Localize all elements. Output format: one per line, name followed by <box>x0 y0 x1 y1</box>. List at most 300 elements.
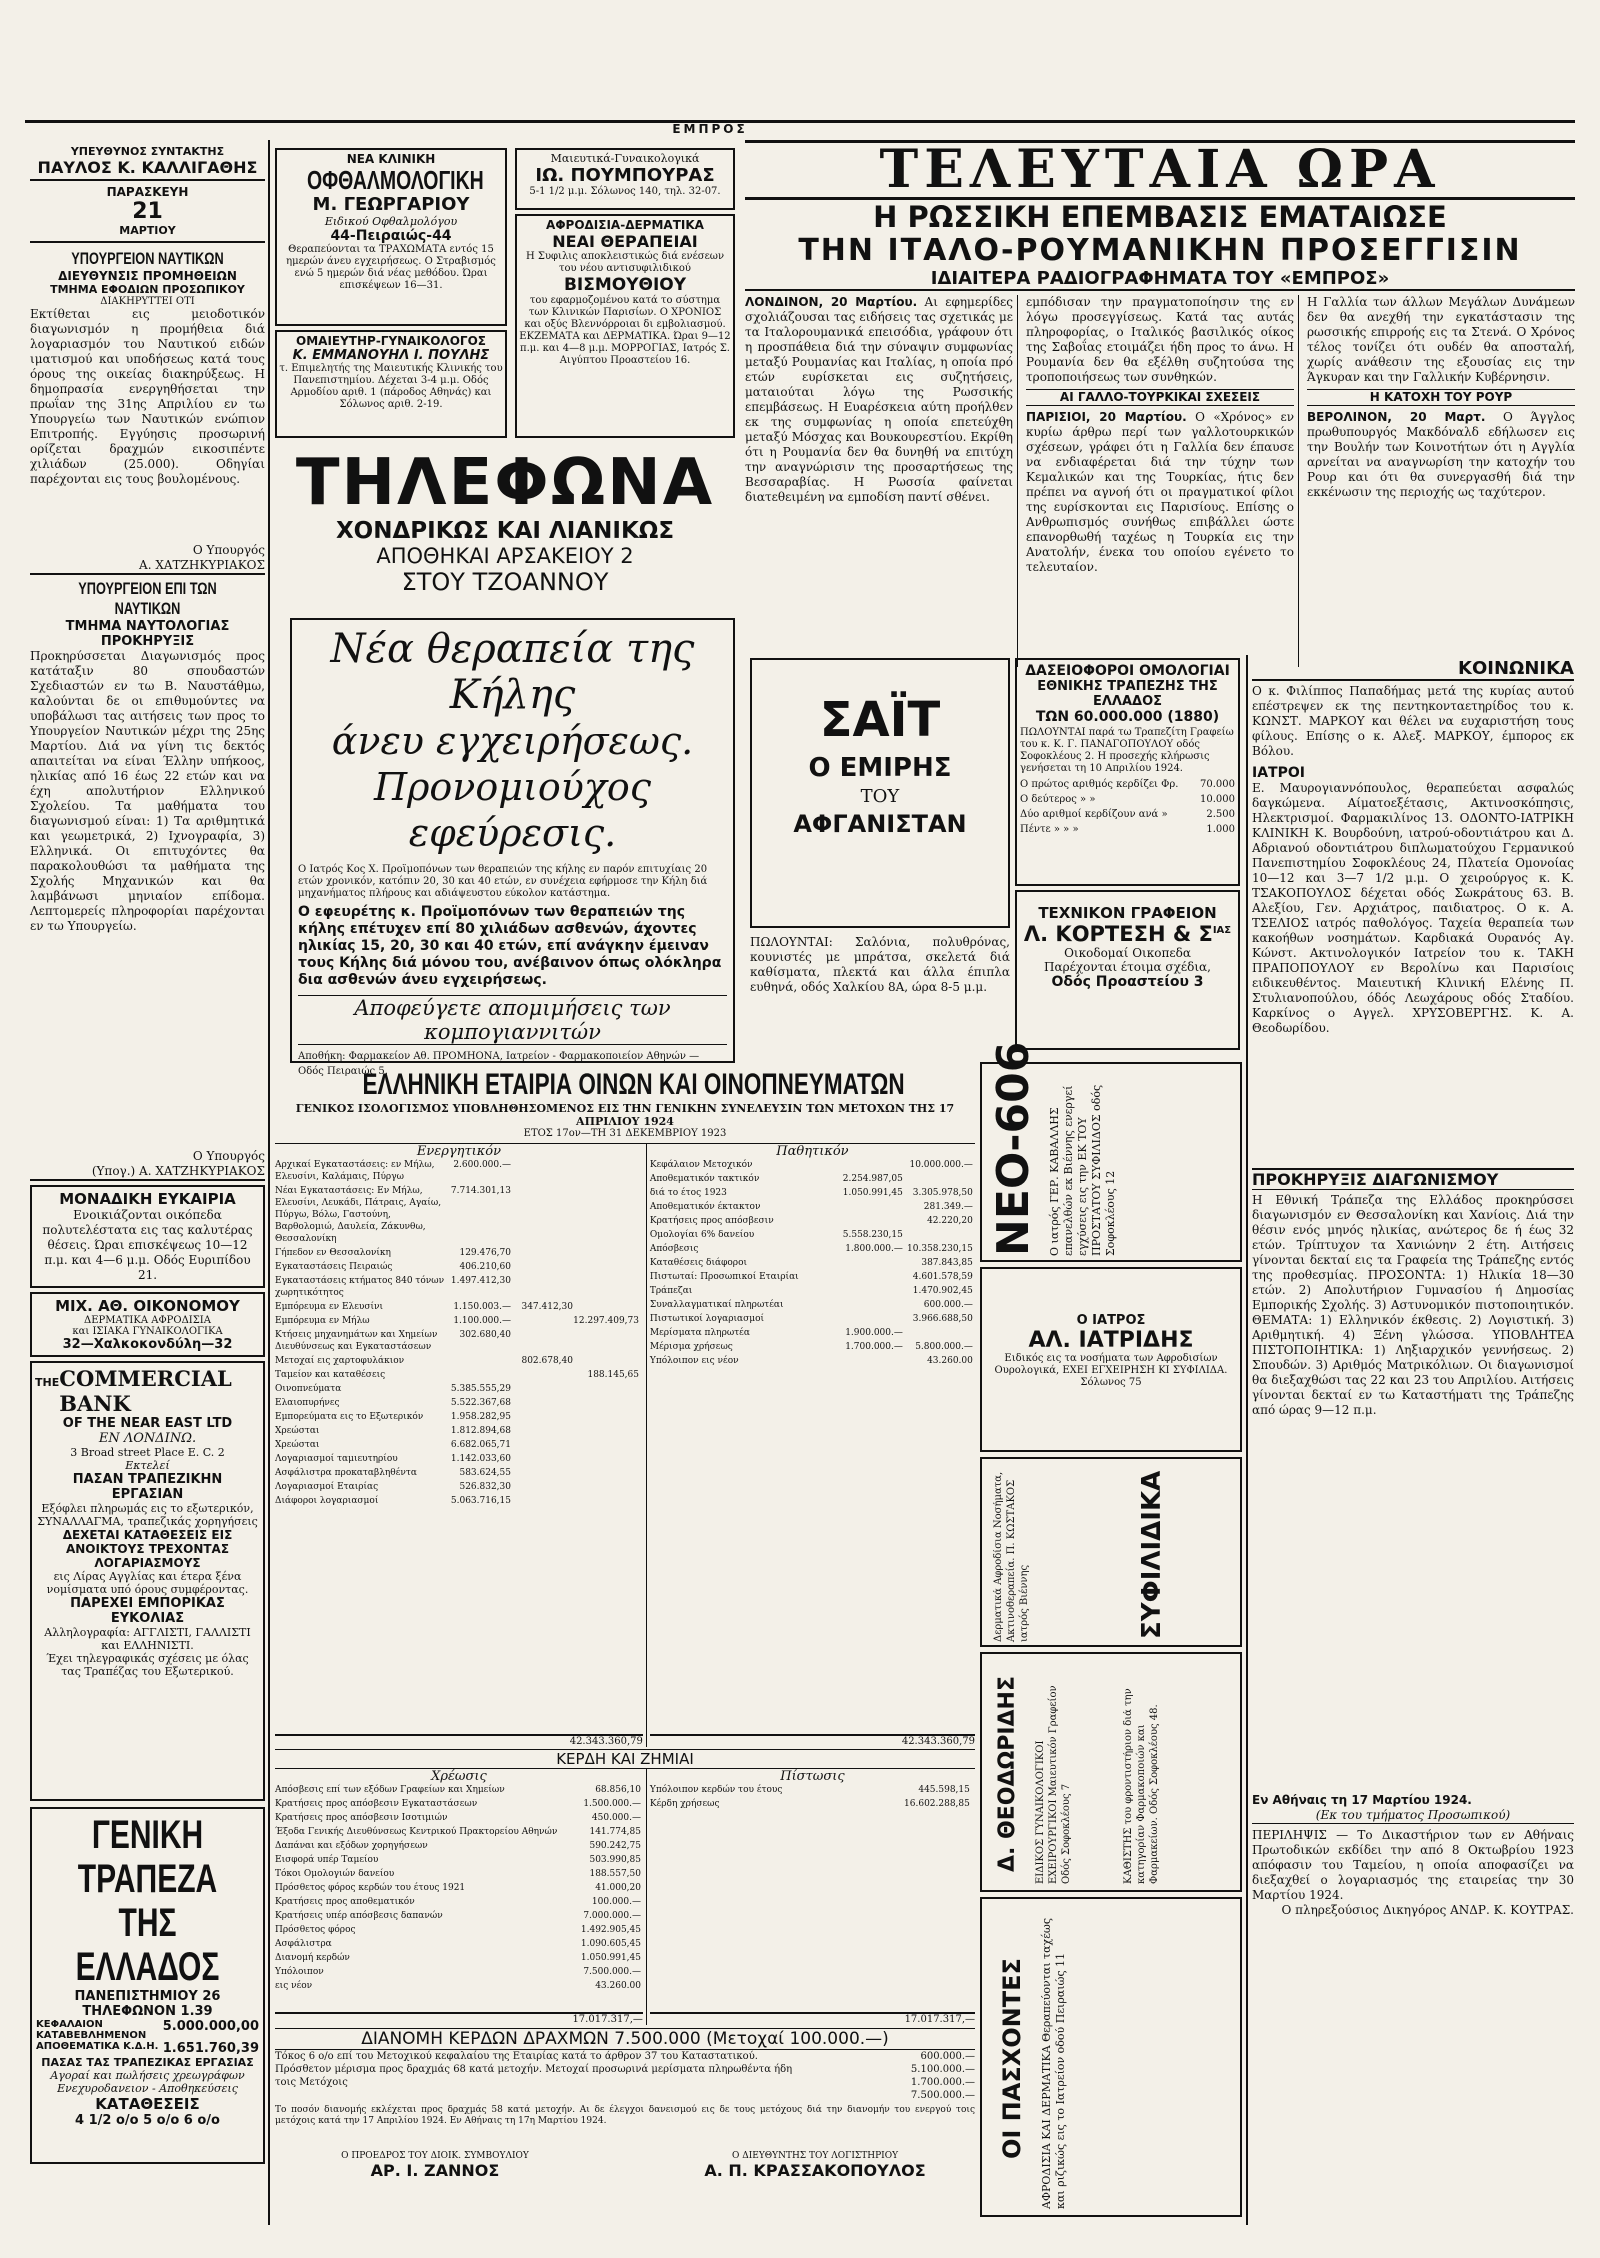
asset-row-cell: Χρεώσται <box>275 1440 320 1450</box>
liability-row-cell: 10.000.000.— <box>909 1160 973 1170</box>
asset-row-cell <box>573 1397 639 1409</box>
neo606-text: Ο ιατρός ΓΕΡ. ΚΑΒΑΛΛΗΣ επανελθών εκ Βιέννης ενεργεί εγχύσεις εις την ΕΚ ΤΟΥ ΠΡΟΣΤΑΤΟΥ ΣΥΦΙΛΙΔΟΣ οδός Σοφοκλέους 12 <box>1048 1084 1117 1256</box>
clinic-doctor: Μ. ΓΕΩΡΓΑΡΙΟΥ <box>312 194 470 215</box>
sait-ad <box>750 658 1010 928</box>
geniki-rates: 4 1/2 ο/ο 5 ο/ο 6 ο/ο <box>75 2113 220 2128</box>
asset-row-cell: 1.142.033,60 <box>450 1454 511 1464</box>
paschontes-name: ΟΙ ΠΑΣΧΟΝΤΕΣ <box>998 1958 1026 2160</box>
debit-row <box>275 1840 643 1852</box>
asset-row-cell: 6.682.065,71 <box>450 1440 511 1450</box>
asset-row <box>275 1411 643 1423</box>
asset-row <box>275 1481 643 1493</box>
teleutaia-col-2-body-2: Ο «Χρόνος» εν κυρίω άρθρω περί των γαλλοτουρκικών σχέσεων, γράφει ότι η Γαλλία δεν έπαυσε να ενδιαφέρεται διά την τύχην των Κεμαλικών και της Τουρκίας, ήτις δεν πρέπει να αγνοή ότι οι πραγματικοί φίλοι της ευρίσκονται εις Παρισίους. Επίσης ο Ανθρωπισμός συνήθως επιβάλλει ώστε επανορθωθή ταχέως η Τουρκία εις την Ανατολήν, ένεκα του οποίου εγένετο το τελευταίον. <box>1026 410 1294 574</box>
afrodisia-body-1: Η Συφιλις αποκλειστικώς διά ενέσεων του νέου αντισυφιλιδικού <box>525 251 725 274</box>
oinoi-debit <box>275 1769 647 2025</box>
prokiryxis-sign: (Εκ του τμήματος Προσωπικού) <box>1252 1808 1574 1824</box>
liability-row-cell: 1.470.902,45 <box>912 1286 973 1296</box>
prize-row <box>1020 823 1235 836</box>
prize-row <box>1020 778 1235 791</box>
geniki-trapeza-ad <box>30 1807 265 2164</box>
debit-row-cell: 141.774,85 <box>589 1827 641 1837</box>
syfilidika-text: Δερματικά Αφροδίσια Νοσήματα, Ακτινοθεραπεία. Π. ΚΩΣΤΑΚΟΣ ιατρός Βιέννης <box>993 1471 1030 1642</box>
dasikoi-prize-list <box>1020 778 1235 836</box>
debit-row-cell: 1.050.991,45 <box>580 1953 641 1963</box>
koinonika-title: ΚΟΙΝΩΝΙΚΑ <box>1252 658 1574 681</box>
credit-row <box>650 1784 975 1796</box>
liability-row-cell: Τράπεζαι <box>649 1286 693 1296</box>
debit-row-cell: Υπόλοιπον <box>275 1967 324 1977</box>
liability-row <box>650 1257 975 1269</box>
asset-row-cell <box>511 1369 573 1381</box>
debit-row-cell: Ασφάλιστρα <box>275 1939 332 1949</box>
oinoi-assets <box>275 1144 647 1747</box>
credit-row-cell: 16.602.288,85 <box>904 1799 970 1809</box>
debit-row-cell: 1.492.905,45 <box>580 1925 641 1935</box>
afrodisia-body-2: του εφαρμοζομένου κατά το σύστημα των Κλινικών Παρισίων. Ο ΧΡΟΝΙΟΣ και οξύς Βλεννόρροιαι δι εμβολιασμού. ΕΚΖΕΜΑΤΑ και ΔΕΡΜΑΤΙΚΑ. Ώραι 9—12 π.μ. και 4—8 μ.μ. ΜΟΡΡΟΓΙΑΣ, Ιατρός Σ. Αιγύπτου Προαστείου 16. <box>519 295 731 366</box>
debit-row <box>275 1854 643 1866</box>
kili-line-2: άνευ εγχειρήσεως. <box>331 719 694 763</box>
asset-row-cell <box>511 1275 573 1299</box>
liability-row-cell <box>835 1271 903 1283</box>
liability-row-cell: Αποθεματικόν τακτικόν <box>649 1174 760 1184</box>
asset-row <box>275 1467 643 1479</box>
prize-row <box>1020 808 1235 821</box>
asset-row <box>275 1369 643 1381</box>
credit-row <box>650 1798 975 1810</box>
notice-2-subtitle-2: ΠΡΟΚΗΡΥΞΙΣ <box>100 634 195 649</box>
asset-row-cell: 7.714.301,13 <box>450 1186 511 1196</box>
kortesis-suffix: ΙΑΣ <box>1212 925 1232 936</box>
issue-day: ΠΑΡΑΣΚΕΥΗ <box>106 185 189 199</box>
liability-row-cell: Καταθέσεις διάφοροι <box>649 1258 748 1268</box>
asset-row-cell: 1.958.282,95 <box>450 1412 511 1422</box>
liability-row <box>650 1159 975 1171</box>
geniki-line-1: ΠΑΣΑΣ ΤΑΣ ΤΡΑΠΕΖΙΚΑΣ ΕΡΓΑΣΙΑΣ <box>41 2056 254 2069</box>
oikonomou-name: ΜΙΧ. ΑΘ. ΟΙΚΟΝΟΜΟΥ <box>55 1297 240 1315</box>
geniki-reserves: 1.651.760,39 <box>162 2041 259 2056</box>
issue-date-number: 21 <box>132 199 163 224</box>
clinic-title: ΟΦΘΑΛΜΟΛΟΓΙΚΗ <box>307 165 484 195</box>
masthead-rule <box>25 120 1575 123</box>
asset-row-cell: Εγκαταστάσεις Πειραιώς <box>275 1262 393 1272</box>
notice-1-subtitle-3: ΔΙΑΚΗΡΥΤΤΕΙ ΟΤΙ <box>100 296 195 307</box>
liability-row-cell: 1.050.991,45 <box>842 1188 903 1198</box>
asset-row-cell <box>573 1159 639 1183</box>
asset-row-cell: 802.678,40 <box>521 1356 573 1366</box>
dasikoi-title: ΔΑΣΕΙΟΦΟΡΟΙ ΟΜΟΛΟΓΙΑΙ <box>1025 663 1230 679</box>
debit-row-cell: 1.500.000.— <box>583 1799 641 1809</box>
asset-row-cell <box>573 1301 639 1313</box>
asset-row <box>275 1425 643 1437</box>
sign-right-name: Α. Π. ΚΡΑΣΣΑΚΟΠΟΥΛΟΣ <box>704 2161 926 2180</box>
liability-row-cell: 1.900.000.— <box>845 1328 903 1338</box>
geniki-line-3: Ενεχυροδανειον - Αποθηκεύσεις <box>57 2082 238 2095</box>
poumpouras-address: 5-1 1/2 μ.μ. Σόλωνος 140, τηλ. 32-07. <box>529 186 721 197</box>
oinoi-assets-total: 42.343.360,79 <box>275 1734 643 1747</box>
liability-row-cell <box>835 1285 903 1297</box>
gyn-body: τ. Επιμελητής της Μαιευτικής Κλινικής του Πανεπιστημίου. Δέχεται 3-4 μ.μ. Οδός Αρμοδίου αριθ. 1 (πάροδος Αθηνάς) και Σόλωνος αριθ. 2-19. <box>279 363 503 410</box>
kili-footer: Αποθήκη: Φαρμακείον Αθ. ΠΡΟΜΗΟΝΑ, Ιατρείον - Φαρμακοποιείον Αθηνών — Οδός Πειραιώς 5. <box>298 1051 700 1077</box>
teleutaia-column-1 <box>745 295 1018 667</box>
asset-row-cell: 2.600.000.— <box>453 1160 511 1170</box>
sait-footer: ΠΩΛΟΥΝΤΑΙ: Σαλόνια, πολυθρόνας, κουνιστές με μπράτσα, σκελετά διά καθίσματα, πλεκτά και άλλα έπιπλα ευθηνά, οδός Χαλκίου 8Α, ώρα 8-5 μ.μ. <box>750 935 1010 994</box>
iatridis-label: Ο ΙΑΤΡΟΣ <box>1076 1313 1146 1328</box>
asset-row-cell <box>511 1247 573 1259</box>
asset-row-cell <box>511 1261 573 1273</box>
kili-line-1: Νέα θεραπεία της Κήλης <box>330 626 695 718</box>
asset-row-cell <box>511 1383 573 1395</box>
liability-row-cell: Μερίσματα πληρωτέα <box>649 1328 750 1338</box>
prize-row-cell: Δύο αριθμοί κερδίζουν ανά » <box>1020 809 1168 820</box>
asset-row-cell: Ασφάλιστρα προκαταβληθέντα <box>275 1468 417 1478</box>
debit-row <box>275 1784 643 1796</box>
asset-row-cell: 347.412,30 <box>521 1302 573 1312</box>
liability-row-cell: Αποθεματικόν έκτακτον <box>649 1202 761 1212</box>
bank-line-3: ΔΕΧΕΤΑΙ ΚΑΤΑΘΕΣΕΙΣ ΕΙΣ ΑΝΟΙΚΤΟΥΣ ΤΡΕΧΟΝΤΑΣ ΛΟΓΑΡΙΑΣΜΟΥΣ <box>62 1528 233 1570</box>
neo606-ad <box>980 1041 1242 1262</box>
asset-row-cell <box>511 1425 573 1437</box>
debit-row <box>275 1798 643 1810</box>
vertical-ad-strip <box>980 1041 1242 2222</box>
liability-row-cell <box>903 1327 973 1339</box>
bank-of-near-east: OF THE NEAR EAST LTD <box>62 1416 233 1431</box>
kortesis-line-2: Παρέχονται έτοιμα σχέδια, <box>1044 960 1211 974</box>
debit-row-cell: Έξοδα Γενικής Διευθύνσεως Κεντρικού Πρακτορείου Αθηνών <box>275 1827 558 1837</box>
debit-row-cell: Κρατήσεις προς αποθεματικόν <box>275 1897 415 1907</box>
oinoi-credit-title: Πίστωσις <box>780 1769 845 1784</box>
bank-line-2: Εξόφλει πληρωμάς εις το εξωτερικόν, ΣΥΝΑΛΛΑΓΜΑ, τραπεζικάς χορηγήσεις <box>37 1502 258 1528</box>
liability-row-cell: 10.358.230,15 <box>907 1244 973 1254</box>
liability-row-cell: διά το έτος 1923 <box>649 1188 727 1198</box>
asset-row-cell: Οινοπνεύματα <box>275 1384 342 1394</box>
oikonomou-spec-2: και ΙΣΙΑΚΑ ΓΥΝΑΙΚΟΛΟΓΙΚΑ <box>72 1326 223 1337</box>
debit-row <box>275 1882 643 1894</box>
geniki-title-1: ΓΕΝΙΚΗ ΤΡΑΠΕΖΑ <box>77 1813 218 1901</box>
tilefona-ad <box>275 448 735 610</box>
debit-row <box>275 1980 643 1992</box>
notice-1-subtitle-2: ΤΜΗΜΑ ΕΦΟΔΙΩΝ ΠΡΟΣΩΠΙΚΟΥ <box>50 283 245 296</box>
poumpouras-label: Μαιευτικά-Γυναικολογικά <box>550 152 700 165</box>
asset-row-cell: Εμπόρευμα εν Ελευσίνι <box>275 1302 384 1312</box>
liability-row <box>650 1173 975 1185</box>
asset-row-cell: Αρχικαί Εγκαταστάσεις: εν Μήλω, Ελευσίνι, Καλάμαις, Πύργω <box>275 1160 435 1182</box>
asset-row-cell: 1.812.894,68 <box>450 1426 511 1436</box>
liability-row-cell <box>835 1201 903 1213</box>
geniki-capital-label: ΚΕΦΑΛΑΙΟΝ ΚΑΤΑΒΕΒΛΗΜΕΝΟΝ <box>36 2019 147 2041</box>
notice-2-signer: (Υπογ.) Α. ΧΑΤΖΗΚΥΡΙΑΚΟΣ <box>30 1164 265 1181</box>
prize-row-cell: Ο πρώτος αριθμός κερδίζει Φρ. <box>1020 779 1179 790</box>
tilefona-line-1: ΧΟΝΔΡΙΚΩΣ ΚΑΙ ΛΙΑΝΙΚΩΣ <box>335 518 675 544</box>
asset-row-cell: 5.385.555,29 <box>450 1384 511 1394</box>
bank-line-4: εις Λίρας Αγγλίας και έτερα ξένα νομίσματα υπό όρους συμφέροντας. <box>46 1570 249 1596</box>
liability-row-cell <box>903 1229 973 1241</box>
kortesis-line-3: Οδός Προαστείου 3 <box>1051 974 1204 990</box>
sign-right-title: Ο ΔΙΕΥΘΥΝΤΗΣ ΤΟΥ ΛΟΓΙΣΤΗΡΙΟΥ <box>731 2151 899 2161</box>
eukairia-title: ΜΟΝΑΔΙΚΗ ΕΥΚΑΙΡΙΑ <box>59 1190 236 1208</box>
asset-row-cell <box>445 1355 511 1367</box>
notice-2-body: Προκηρύσσεται Διαγωνισμός προς κατάταξιν 80 σπουδαστών Σχεδιαστών εν τω Β. Ναυστάθμω, καλούνται δε οι επιθυμούντες να υποβάλωσι τας αιτήσεις των προς το Υπουργείον Ναυτικών μέχρι της 25ης Μαρτίου. Διά να γίνη τις δεκτός απαιτείται να είναι Έλλην υπήκοος, ηλικίας από 16 έως 22 ετών και να έχη απολυτήριον Ελληνικού Σχολείου. Τα μαθήματα του διαγωνισμού είναι: 1) Τα αριθμητικά και γεωμετρικά, 2) Ιχνογραφία, 3) Ελληνικά. Οι επιτυχόντες θα παρακολουθώσι τα μαθήματα της Σχολής Μηχανικών και θα λαμβάνωσι μηνιαίον επίδομα. Λεπτομερείς πληροφορίαι παρέχονται εν τω Υπουργείω. <box>30 649 265 933</box>
debit-row-cell: 1.090.605,45 <box>580 1939 641 1949</box>
credit-row-cell: Υπόλοιπον κερδών του έτους <box>649 1785 783 1795</box>
liability-row-cell <box>835 1215 903 1227</box>
oinoi-assets-title: Ενεργητικόν <box>416 1144 501 1159</box>
oinoi-balance-sheet <box>275 1068 975 2223</box>
teleutaia-sub-2: ΤΗΝ ΙΤΑΛΟ-ΡΟΥΜΑΝΙΚΗΝ ΠΡΟΣΕΓΓΙΣΙΝ <box>798 233 1522 268</box>
liability-row <box>650 1201 975 1213</box>
commercial-bank-ad <box>30 1361 265 1801</box>
kili-ad <box>290 618 735 1077</box>
oikonomou-ad <box>30 1292 265 1357</box>
perilipsis-body: ΠΕΡΙΛΗΨΙΣ — Το Δικαστήριον των εν Αθήναις Πρωτοδικών εκδίδει την από 8 Οκτωβρίου 1923 απόφασιν του Ταμείου, η οποία αποφασίζει να διεξαχθεί ο λογαριασμός της εταιρείας την 30 Μαρτίου 1924. <box>1252 1828 1574 1902</box>
sign-left-name: ΑΡ. Ι. ΖΑΝΝΟΣ <box>370 2161 500 2180</box>
prize-row-cell: 2.500 <box>1206 809 1235 820</box>
kerdi-title: ΚΕΡΔΗ ΚΑΙ ΖΗΜΙΑΙ <box>275 1749 975 1769</box>
bank-name: COMMERCIAL BANK <box>59 1366 232 1416</box>
tilefona-line-3: ΣΤΟΥ ΤΖΟΑΝΝΟΥ <box>401 568 609 596</box>
liability-row <box>650 1187 975 1199</box>
eukairia-body: Ενοικιάζονται οικόπεδα πολυτελέστατα εις τας καλυτέρας θέσεις. Ώραι επισκέψεως 10—12 π.μ. και 4—6 μ.μ. Οδός Ευριπίδου 21. <box>42 1208 253 1282</box>
prize-row <box>1020 793 1235 806</box>
oinoi-credit <box>647 1769 975 2025</box>
teleutaia-col-2-body: εμπόδισαν την πραγματοποίησιν της εν λόγω προσεγγίσεως. Κατά τας αυτάς πληροφορίας, ο Ιταλικός βασιλικός οίκος της Σαβοΐας ετοιμάζει ήδη προς το άνω. Η Ρουμανία δεν θα εξέλθη συζητούσα της τροποποιήσεως των συνθηκών. <box>1026 295 1294 384</box>
prize-row-cell: 10.000 <box>1200 794 1235 805</box>
teleutaia-sub-3: ΙΔΙΑΙΤΕΡΑ ΡΑΔΙΟΓΡΑΦΗΜΑΤΑ ΤΟΥ «ΕΜΠΡΟΣ» <box>745 268 1575 291</box>
teleutaia-dateline-3: ΒΕΡΟΛΙΝΟΝ, 20 Μαρτ. <box>1307 410 1486 424</box>
debit-row-cell: 41.000,20 <box>595 1883 641 1893</box>
kortesis-name: Λ. ΚΟΡΤΕΣΗ & Σ <box>1023 922 1213 946</box>
liability-row-cell: 43.260.00 <box>927 1356 973 1366</box>
debit-row-cell: Απόσβεσις επί των εξόδων Γραφείων και Χημείων <box>275 1785 505 1795</box>
liability-row <box>650 1215 975 1227</box>
prize-row-cell: Ο δεύτερος » » <box>1020 794 1096 805</box>
kili-warning: Αποφεύγετε απομιμήσεις των κομπογιαννιτών <box>298 995 727 1045</box>
bank-executes: Εκτελεί <box>125 1459 170 1472</box>
asset-row-cell: Γήπεδον εν Θεσσαλονίκη <box>275 1248 391 1258</box>
debit-row <box>275 1924 643 1936</box>
liability-row-cell: 387.843,85 <box>921 1258 973 1268</box>
asset-row-cell <box>511 1159 573 1183</box>
liability-row-cell: 281.349.— <box>923 1202 973 1212</box>
prize-row-cell: Πέντε » » » <box>1020 824 1079 835</box>
asset-row-cell: Χρεώσται <box>275 1426 320 1436</box>
kili-body-1: Ο Ιατρός Κος Χ. Προϊμοπόνων των θεραπειών της κήλης εν παρόν επιτυχίαις 20 ετών χρονικόν, κατόπιν 20, 30 και 40 ετών, εν συνέχεια εφήρμοσε την Κήλη διά μηχανήματος πλήρους και αδιάψευστου εύκολον κατάστημα. <box>298 864 708 899</box>
paschontes-text: ΑΦΡΟΔΙΣΙΑ ΚΑΙ ΔΕΡΜΑΤΙΚΑ Θεραπεύονται ταχέως και ριζικώς εις το Ιατρείον οδού Πειραιώς 11 <box>1040 1917 1067 2209</box>
teleutaia-col-2-subhead: ΑΙ ΓΑΛΛΟ-ΤΟΥΡΚΙΚΑΙ ΣΧΕΣΕΙΣ <box>1026 389 1294 406</box>
asset-row-cell: 129.476,70 <box>459 1248 511 1258</box>
liability-row <box>650 1313 975 1325</box>
asset-row-cell: 1.497.412,30 <box>450 1276 511 1286</box>
liability-row <box>650 1355 975 1367</box>
liability-row-cell: Απόσβεσις <box>649 1244 699 1254</box>
asset-row-cell <box>573 1275 639 1299</box>
clinic-address: 44-Πειραιώς-44 <box>330 228 452 244</box>
notice-2-title: ΥΠΟΥΡΓΕΙΟΝ ΕΠΙ ΤΩΝ ΝΑΥΤΙΚΩΝ <box>78 579 217 618</box>
liability-row <box>650 1285 975 1297</box>
prokiryxis-date: Εν Αθήναις τη 17 Μαρτίου 1924. <box>1252 1793 1472 1807</box>
sait-sub-1: Ο ΕΜΙΡΗΣ <box>808 753 952 783</box>
teleutaia-column-3 <box>1307 295 1575 667</box>
debit-row-cell: εις νέον <box>275 1981 313 1991</box>
liability-row-cell <box>835 1355 903 1367</box>
debit-row-cell: Κρατήσεις υπέρ απόσβεσις δαπανών <box>275 1911 443 1921</box>
theodoridis-text: ΕΙΔΙΚΟΣ ΓΥΝΑΙΚΟΛΟΓΙΚΟΙ ΕΧΕΙΡΟΥΡΓΙΚΟΙ Μαιευτικόν Γραφείον Οδός Σοφοκλέους 7 <box>1035 1685 1072 1884</box>
column-divider-right <box>1246 655 1248 2225</box>
afrodisia-label: ΑΦΡΟΔΙΣΙΑ-ΔΕΡΜΑΤΙΚΑ <box>546 218 704 232</box>
asset-row-cell <box>573 1425 639 1437</box>
afrodisia-title: ΝΕΑΙ ΘΕΡΑΠΕΙΑΙ <box>552 232 698 251</box>
debit-row <box>275 1896 643 1908</box>
asset-row <box>275 1329 643 1353</box>
asset-row <box>275 1159 643 1183</box>
dist-title: ΔΙΑΝΟΜΗ ΚΕΡΔΩΝ ΔΡΑΧΜΩΝ 7.500.000 (Μετοχαί 100.000.—) <box>275 2028 975 2050</box>
asset-row-cell <box>573 1247 639 1259</box>
liability-row-cell: 3.305.978,50 <box>912 1188 973 1198</box>
oinoi-subtitle: ΓΕΝΙΚΟΣ ΙΣΟΛΟΓΙΣΜΟΣ ΥΠΟΒΛΗΘΗΣΟΜΕΝΟΣ ΕΙΣ ΤΗΝ ΓΕΝΙΚΗΝ ΣΥΝΕΛΕΥΣΙΝ ΤΩΝ ΜΕΤΟΧΩΝ ΤΗΣ 17 ΑΠΡΙΛΙΟΥ 1924 <box>295 1102 955 1128</box>
liability-row-cell: 3.966.688,50 <box>912 1314 973 1324</box>
asset-row-cell <box>511 1397 573 1409</box>
debit-row <box>275 1966 643 1978</box>
asset-row-cell: 526.832,30 <box>459 1482 511 1492</box>
teleutaia-dateline-2: ΠΑΡΙΣΙΟΙ, 20 Μαρτίου. <box>1026 410 1187 424</box>
iatroi-body: Ε. Μαυρογιαννόπουλος, θεραπεύεται ασφαλώς δαγκώμενα. Αίματοεξέτασις, Ακτινοσκόπησις, Ηλεκτρισμοί. Φαρμακιλίνος 13. ΟΔΟΝΤΟ-ΙΑΤΡΙΚΗ ΚΛΙΝΙΚΗ Κ. Βουρδούνη, ιατρού-οδοντιάτρου και Δ. Αδριανού οδοντιάτρου διπλωματούχου Γερμανικού Πανεπιστημίου Σοφοκλέους 24, Πλατεία Ομονοίας 10—12 και 3—7 1/2 μ.μ. Ο χειρούργος κ. Κ. ΤΣΑΚΟΠΟΥΛΟΣ δέχεται οδός Σωκράτους 63. Β. Αλεξίου, Γεν. Αρχιάτρος, παιδιατρος. Ο κ. Α. ΤΣΕΛΙΟΣ ιατρός παθολόγος. Ταχεία θεραπεία των κακοήθων νοσημάτων. Καρδιακά Ουρανός Αγ. Κώνστ. Ακτινολογικόν Ιατρείον του κ. ΤΑΚΗ ΠΡΑΠΟΠΟΥΛΟΥ εν Βερολίνω και Παρισίοις ειδικευθέντος. Μαιευτική Κλινική Ελένης Π. Στυλιανοπούλου, όδός Λεωχάρους οδός Σταδίου. Καρκίνος ο Αγγελ. ΧΡΥΣΟΒΕΡΓΗΣ. Κ. Α. Θεοδωρίδου. <box>1252 781 1574 1035</box>
notice-1-signer: Α. ΧΑΤΖΗΚΥΡΙΑΚΟΣ <box>30 558 265 575</box>
teleutaia-title: ΤΕΛΕΥΤΑΙΑ ΩΡΑ <box>745 140 1575 200</box>
asset-row-cell <box>573 1481 639 1493</box>
asset-row <box>275 1355 643 1367</box>
editor-label: ΥΠΕΥΘΥΝΟΣ ΣΥΝΤΑΚΤΗΣ <box>70 145 225 158</box>
debit-row-cell: Διανομή κερδών <box>275 1953 350 1963</box>
asset-row <box>275 1261 643 1273</box>
oinoi-debit-title: Χρέωσις <box>431 1769 487 1784</box>
prokiryxis-title: ΠΡΟΚΗΡΥΞΙΣ ΔΙΑΓΩΝΙΣΜΟΥ <box>1252 1168 1574 1190</box>
debit-row-cell: 7.500.000.— <box>583 1967 641 1977</box>
liability-row-cell: Συναλλαγματικαί πληρωτέαι <box>649 1300 784 1310</box>
asset-row-cell <box>511 1481 573 1493</box>
asset-row-cell: 1.150.003.— <box>453 1302 511 1312</box>
afrodisia-product: ΒΙΣΜΟΥΘΙΟΥ <box>563 275 687 295</box>
prokiryxis-section <box>1252 1168 1574 2225</box>
asset-row <box>275 1383 643 1395</box>
bank-line-5: ΠΑΡΕΧΕΙ ΕΜΠΟΡΙΚΑΣ ΕΥΚΟΛΙΑΣ <box>70 1596 225 1626</box>
liability-row-cell <box>835 1159 903 1171</box>
asset-row-cell: Λογαριασμοί Εταιρίας <box>275 1482 379 1492</box>
issue-month: ΜΑΡΤΙΟΥ <box>30 224 265 243</box>
bank-line-1: ΠΑΣΑΝ ΤΡΑΠΕΖΙΚΗΝ ΕΡΓΑΣΙΑΝ <box>72 1472 223 1502</box>
iatroi-title: ΙΑΤΡΟΙ <box>1252 765 1305 781</box>
liability-row-cell: 4.601.578,59 <box>912 1272 973 1282</box>
kathistis-text: ΚΑΘΙΣΤΗΣ του φροντιστήριον διά την κατηγορίαν Φαρμακοποιών και Φαρμακείων. Οδός Σοφοκλέους 48. <box>1123 1688 1160 1884</box>
oinoi-liabilities-title: Παθητικόν <box>776 1144 849 1159</box>
iatridis-text: Ειδικός εις τα νοσήματα των Αφροδισίων Ουρολογικά, ΕΧΕΙ ΕΓΧΕΙΡΗΣΗ ΚΙ ΣΥΦΙΛΙΔΑ. Σόλωνος 75 <box>994 1353 1228 1388</box>
asset-row-cell: Εμπορεύματα εις το Εξωτερικόν <box>275 1412 424 1422</box>
gyn-title: ΟΜΑΙΕΥΤΗΡ-ΓΥΝΑΙΚΟΛΟΓΟΣ <box>296 334 486 348</box>
dasikoi-bank: ΕΘΝΙΚΗΣ ΤΡΑΠΕΖΗΣ ΤΗΣ ΕΛΛΑΔΟΣ <box>1037 679 1218 709</box>
liability-row-cell: Μέρισμα χρήσεως <box>649 1342 733 1352</box>
asset-row-cell <box>573 1411 639 1423</box>
asset-row-cell: 406.210,60 <box>459 1262 511 1272</box>
koinonika-section <box>1252 658 1574 1158</box>
asset-row-cell <box>573 1453 639 1465</box>
iatridis-name: ΑΛ. ΙΑΤΡΙΔΗΣ <box>1028 1328 1194 1353</box>
asset-row-cell: Ελαιοπυρήνες <box>275 1398 340 1408</box>
afrodisia-ad <box>515 214 735 438</box>
liability-row-cell: 600.000.— <box>923 1300 973 1310</box>
sait-sub-2: ΤΟΥ <box>860 786 900 807</box>
liability-row-cell: Υπόλοιπον εις νέον <box>649 1356 739 1366</box>
asset-row-cell <box>511 1185 573 1245</box>
asset-row-cell: Κτήσεις μηχανημάτων και Χημείων Διευθύνσεως και Εγκαταστάσεων <box>275 1330 438 1352</box>
liability-row-cell: Πιστωταί: Προσωπικοί Εταιρίαι <box>649 1272 799 1282</box>
dist-value: 1.700.000.— <box>910 2077 975 2088</box>
dist-value: 5.100.000.— <box>910 2064 975 2075</box>
kili-line-3: Προνομιούχος εφεύρεσις. <box>373 765 652 855</box>
column-1 <box>30 145 265 2225</box>
notice-1-sign: Ο Υπουργός <box>192 543 265 557</box>
theodoridis-name: Δ. ΘΕΟΔΩΡΙΔΗΣ <box>995 1676 1020 1872</box>
liability-row <box>650 1229 975 1241</box>
asset-row-cell <box>511 1329 573 1353</box>
oinoi-year: ΕΤΟΣ 17ον—ΤΗ 31 ΔΕΚΕΜΒΡΙΟΥ 1923 <box>523 1128 727 1139</box>
asset-row-cell: Νέαι Εγκαταστάσεις: Εν Μήλω, Ελευσίνι, Λευκάδι, Πάτραις, Αγαίω, Πύργω, Βόλω, Γαστούνη, Βαρθολομιώ, Δαυλεία, Ζάκυνθω, Θεσσαλονίκη <box>275 1186 442 1244</box>
asset-row <box>275 1439 643 1451</box>
geniki-telephone: ΤΗΛΕΦΩΝΟΝ 1.39 <box>82 2004 213 2019</box>
geniki-line-2: Αγοραί και πωλήσεις χρεωγράφων <box>50 2069 245 2082</box>
debit-row-cell: 590.242,75 <box>589 1841 641 1851</box>
paschontes-ad <box>980 1897 1242 2217</box>
liability-row-cell: Πιστωτικοί λογαριασμοί <box>649 1314 765 1324</box>
kortesis-line-1: Οικοδομαί Οικοπεδα <box>1064 946 1191 960</box>
oinoi-liabilities <box>647 1144 975 1747</box>
notice-2-sign: Ο Υπουργός <box>192 1149 265 1163</box>
credit-row-cell: Κέρδη χρήσεως <box>649 1799 720 1809</box>
notice-1-body: Εκτίθεται εις μειοδοτικόν διαγωνισμόν η προμήθεια διά λογαριασμόν του Ναυτικού ειδών ιματισμού και υποδήσεως κατά τους όρους της οικείας διακηρύξεως. Η δημοπρασία ενεργηθήσεται την πρωΐαν της 31ης Απριλίου εν τω Υπουργείω των Ναυτικών ενώπιον Επιτροπής. Εγγύησις προσωρινή ορίζεται δραχμών εικοσιπέντε χιλιάδων (25.000). Οδηγίαι παρέχονται εις τους βουλομένους. <box>30 307 265 486</box>
debit-row-cell: 188.557,50 <box>589 1869 641 1879</box>
kortesis-ad <box>1015 890 1240 1050</box>
teleutaia-ora-section <box>745 140 1575 650</box>
debit-row-cell: Κρατήσεις προς απόσβεσιν Ισοτιμιών <box>275 1813 448 1823</box>
asset-row-cell: 188.145,65 <box>587 1370 639 1380</box>
poumpouras-name: ΙΩ. ΠΟΥΜΠΟΥΡΑΣ <box>535 165 715 186</box>
bank-the: THE <box>35 1376 60 1389</box>
liability-row-cell <box>835 1313 903 1325</box>
clinic-body: Θεραπεύονται τα ΤΡΑΧΩΜΑΤΑ εντός 15 ημερών άνευ εγχειρήσεως. Ο Στραβισμός ενώ 5 ημερών διά νέας μεθόδου. Ώραι επισκέψεων 16—31. <box>286 244 496 291</box>
liability-row-cell: 5.558.230,15 <box>842 1230 903 1240</box>
oikonomou-address: 32—Χαλκοκονδύλη—32 <box>62 1337 233 1352</box>
kili-body-2: Ο εφευρέτης κ. Προϊμοπόνων των θεραπειών της κήλης επέτυχεν επί 80 χιλιάδων ασθενών, άχοντες ηλικίας 15, 20, 30 και 40 ετών, επί ανάγκην έμειναν τους Κήλης διά μόνου του, ανέβαινον όπως ολόκληρα δια ασθενών άνευ εγχειρήσεως. <box>298 904 722 988</box>
clinic-speciality: Ειδικού Οφθαλμολόγου <box>324 215 458 228</box>
dist-note: Το ποσόν διανομής εκλέχεται προς δραχμάς 58 κατά μετοχήν. Αι δε έλεγχοι δανεισμού εις δε τους μετόχους διά την διανομήν του ενεργού τοις μετόχοις κατά την 17 Απριλίου 1924. Εν Αθήναις τη 17η Μαρτίου 1924. <box>275 2105 975 2126</box>
asset-row-cell <box>573 1383 639 1395</box>
geniki-capital: 5.000.000,00 <box>162 2019 259 2034</box>
asset-row <box>275 1275 643 1299</box>
liability-row-cell: Κεφάλαιον Μετοχικόν <box>649 1160 753 1170</box>
bank-city: ΕΝ ΛΟΝΔΙΝΩ. <box>98 1431 197 1446</box>
perilipsis-sign: Ο πληρεξούσιος Δικηγόρος ΑΝΔΡ. Κ. ΚΟΥΤΡΑΣ. <box>1281 1903 1574 1917</box>
liability-row-cell <box>903 1173 973 1185</box>
asset-row-cell <box>511 1495 573 1507</box>
geniki-reserves-label: ΑΠΟΘΕΜΑΤΙΚΑ Κ.Δ.Η. <box>36 2041 159 2052</box>
dist-value: 600.000.— <box>920 2051 975 2062</box>
prize-row-cell: 1.000 <box>1206 824 1235 835</box>
asset-row-cell: Εγκαταστάσεις κτήματος 840 τόνων χωρητικότητος <box>275 1276 445 1298</box>
teleutaia-col-3-body-2: Ο Άγγλος πρωθυπουργός Μακδόναλδ εδήλωσεν εις την Βουλήν των Κοινοτήτων ότι η Αγγλία αρνείται να αναγνωρίση την κατοχήν του Ρουρ και ότι θα συνεργασθή διά την εκκένωσιν της περιοχής ως ταχύτερον. <box>1307 410 1575 499</box>
asset-row-cell <box>573 1439 639 1451</box>
column-divider-1 <box>268 140 270 2225</box>
notice-1-subtitle: ΔΙΕΥΘΥΝΣΙΣ ΠΡΟΜΗΘΕΙΩΝ <box>58 269 237 283</box>
theodoridis-ad <box>980 1652 1242 1892</box>
liability-row <box>650 1299 975 1311</box>
asset-row-cell <box>573 1185 639 1245</box>
